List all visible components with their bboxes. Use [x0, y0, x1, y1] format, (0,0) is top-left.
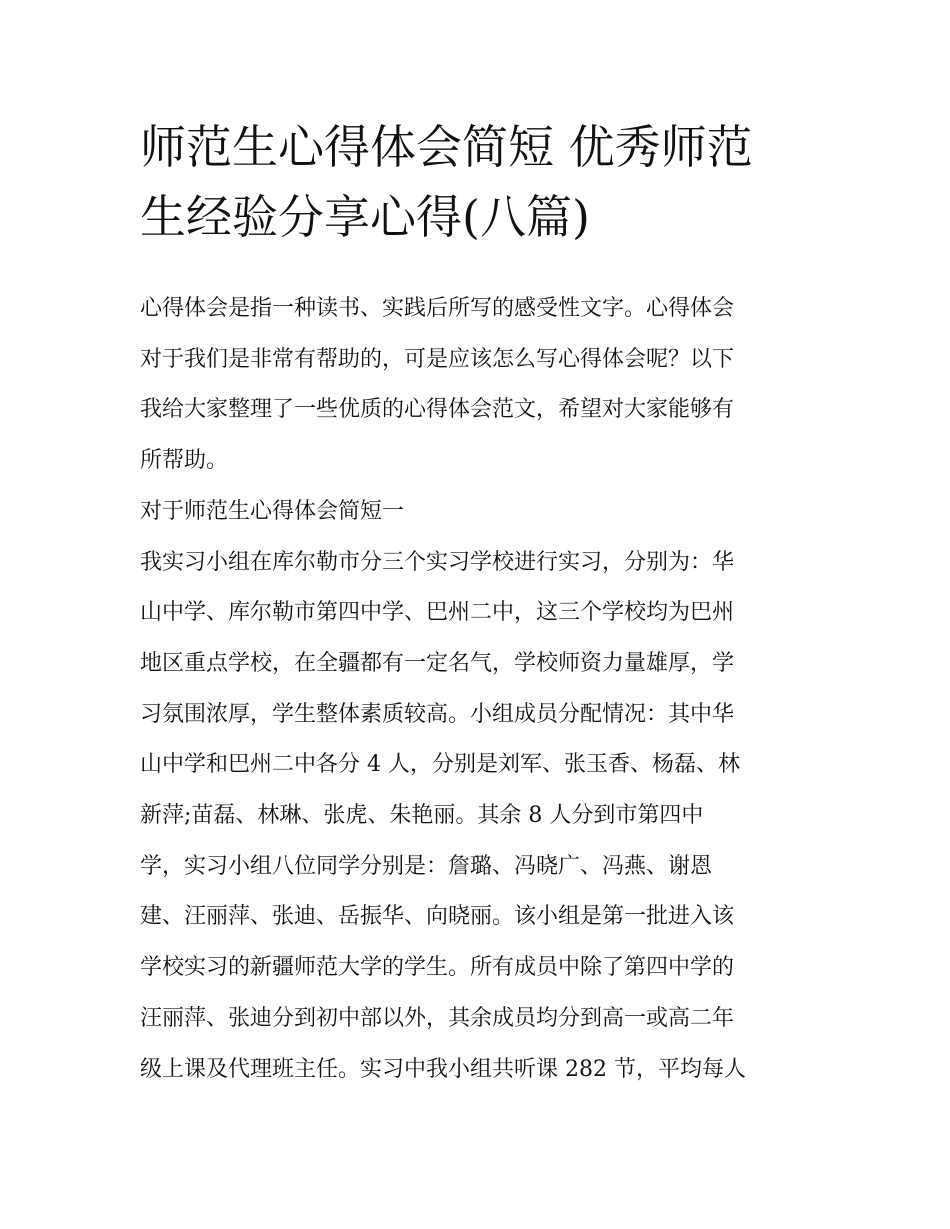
section-paragraph: [140, 538, 820, 1096]
section-line: 新萍;苗磊、林琳、张虎、朱艳丽。其余 8 人分到市第四中: [140, 803, 704, 829]
title-line: 师范生心得体会简短 优秀师范: [140, 120, 753, 174]
section-line: 学，实习小组八位同学分别是：詹璐、冯晓广、冯燕、谢恩: [140, 853, 713, 879]
section-line: 山中学和巴州二中各分 4 人，分别是刘军、张玉香、杨磊、林: [140, 752, 740, 778]
section-line: 山中学、库尔勒市第四中学、巴州二中，这三个学校均为巴州: [140, 600, 735, 626]
intro-line: 我给大家整理了一些优质的心得体会范文，希望对大家能够有: [140, 397, 735, 423]
intro-paragraph: [140, 284, 820, 487]
section-line: 汪丽萍、张迪分到初中部以外，其余成员均分到高一或高二年: [140, 1005, 735, 1031]
section-line: 我实习小组在库尔勒市分三个实习学校进行实习，分别为：华: [140, 549, 735, 575]
section-line: 习氛围浓厚，学生整体素质较高。小组成员分配情况：其中华: [140, 701, 735, 727]
document-title: [140, 112, 820, 252]
document-body: [140, 284, 820, 1095]
section-line: 级上课及代理班主任。实习中我小组共听课 282 节，平均每人: [140, 1056, 746, 1082]
section-heading: 对于师范生心得体会简短一: [140, 498, 405, 524]
section-line: 学校实习的新疆师范大学的学生。所有成员中除了第四中学的: [140, 955, 735, 981]
intro-line: 所帮助。: [140, 448, 229, 474]
section-line: 建、汪丽萍、张迪、岳振华、向晓丽。该小组是第一批进入该: [140, 904, 735, 930]
intro-line: 对于我们是非常有帮助的，可是应该怎么写心得体会呢？以下: [140, 346, 735, 372]
intro-line: 心得体会是指一种读书、实践后所写的感受性文字。心得体会: [140, 296, 735, 321]
title-line: 生经验分享心得(八篇): [140, 190, 590, 244]
section-line: 地区重点学校，在全疆都有一定名气，学校师资力量雄厚，学: [140, 650, 735, 676]
